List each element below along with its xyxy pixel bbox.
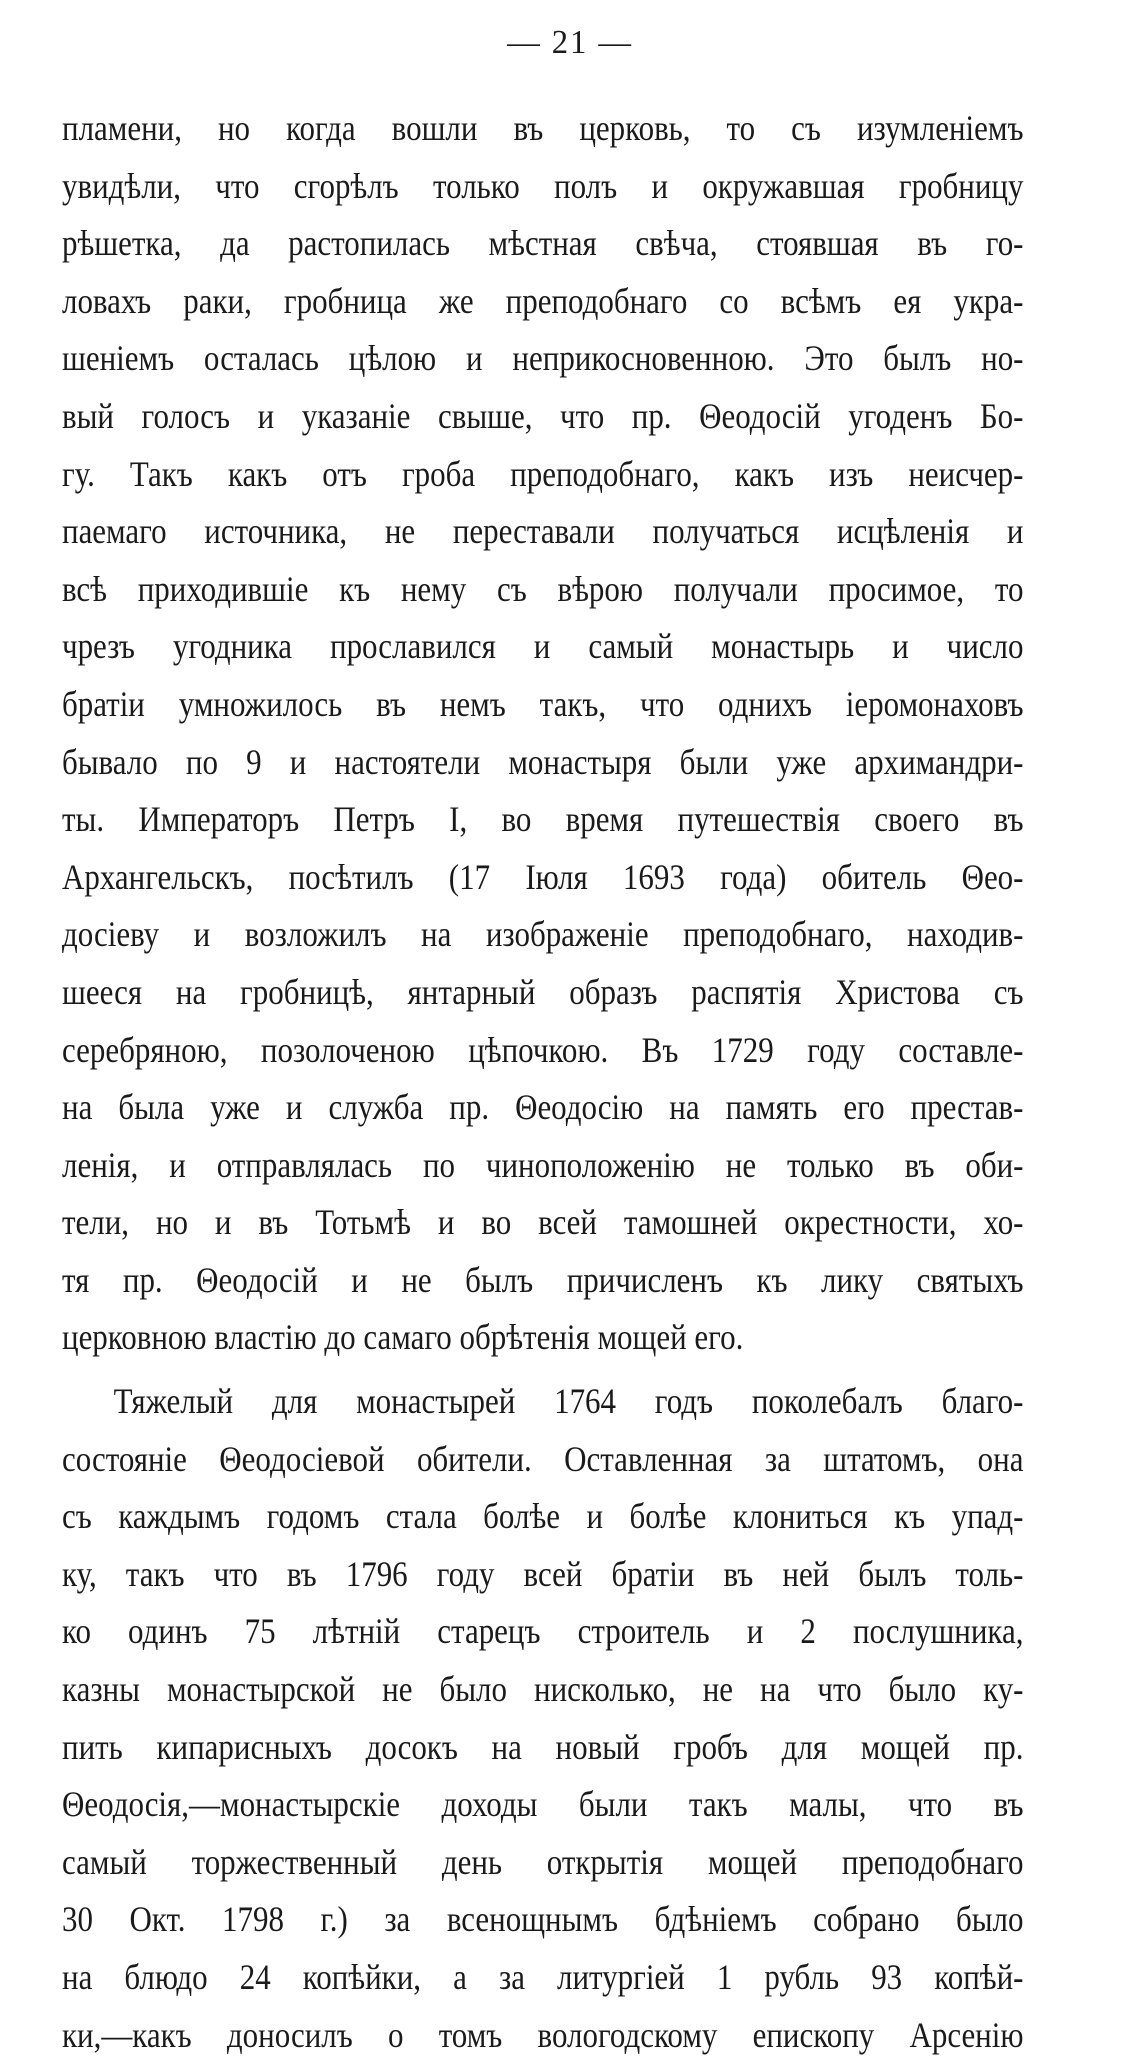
text-line: паемаго источника, не переставали получаться исцѣленія и xyxy=(62,511,1024,552)
paragraph xyxy=(62,100,1024,1367)
text-line: на была уже и служба пр. Θеодосію на память его престав- xyxy=(62,1087,1024,1128)
text-line: ленія, и отправлялась по чиноположенію не только въ оби- xyxy=(62,1144,1024,1185)
text-line: рѣшетка, да растопилась мѣстная свѣча, стоявшая въ го- xyxy=(62,223,1024,264)
text-line: ловахъ раки, гробница же преподобнаго со всѣмъ ея укра- xyxy=(62,280,1024,321)
text-line: гу. Такъ какъ отъ гроба преподобнаго, какъ изъ неисчер- xyxy=(62,453,1024,494)
text-line: на блюдо 24 копѣйки, а за литургіей 1 рубль 93 копѣй- xyxy=(62,1957,1024,1997)
text-line: ты. Императоръ Петръ I, во время путешествія своего въ xyxy=(62,799,1024,840)
text-line: увидѣли, что сгорѣлъ только полъ и окружавшая гробницу xyxy=(62,165,1024,206)
paragraph xyxy=(62,1373,1024,2064)
text-line: Θеодосія,—монастырскіе доходы были такъ малы, что въ xyxy=(62,1784,1024,1825)
text-line: 30 Окт. 1798 г.) за всенощнымъ бдѣніемъ собрано было xyxy=(62,1899,1024,1940)
text-line: бывало по 9 и настоятели монастыря были уже архимандри- xyxy=(62,741,1024,782)
text-line: всѣ приходившіе къ нему съ вѣрою получали просимое, то xyxy=(62,568,1024,609)
text-line: серебряною, позолоченою цѣпочкою. Въ 1729 году составле- xyxy=(62,1029,1024,1070)
text-line: пить кипарисныхъ досокъ на новый гробъ для мощей пр. xyxy=(62,1726,1024,1767)
text-line: ку, такъ что въ 1796 году всей братіи въ ней былъ толь- xyxy=(62,1553,1024,1594)
text-line: шееся на гробницѣ, янтарный образъ распятія Христова съ xyxy=(62,971,1024,1012)
body-text xyxy=(62,100,1024,2064)
text-line: досіеву и возложилъ на изображеніе преподобнаго, находив- xyxy=(62,914,1024,955)
text-line: тя пр. Θеодосій и не былъ причисленъ къ лику святыхъ xyxy=(62,1259,1024,1300)
text-line: Архангельскъ, посѣтилъ (17 Іюля 1693 года) обитель Θео- xyxy=(62,856,1024,897)
text-line: шеніемъ осталась цѣлою и неприкосновенною. Это былъ но- xyxy=(62,338,1024,379)
text-line: ки,—какъ доносилъ о томъ вологодскому епископу Арсенію xyxy=(62,2014,1024,2055)
text-line: пламени, но когда вошли въ церковь, то съ изумленіемъ xyxy=(62,108,1024,148)
page-number: — 21 — xyxy=(507,24,633,61)
text-line: вый голосъ и указаніе свыше, что пр. Θеодосій угоденъ Бо- xyxy=(62,395,1024,436)
text-line: съ каждымъ годомъ стала болѣе и болѣе клониться къ упад- xyxy=(62,1496,1024,1537)
text-line: церковною властію до самаго обрѣтенія мощей его. xyxy=(62,1317,744,1358)
text-line: братіи умножилось въ немъ такъ, что однихъ іеромонаховъ xyxy=(62,683,1024,724)
text-line: ко одинъ 75 лѣтній старецъ строитель и 2 послушника, xyxy=(62,1611,1024,1652)
text-line: тели, но и въ Тотьмѣ и во всей тамошней окрестности, хо- xyxy=(62,1202,1024,1243)
text-line: казны монастырской не было нисколько, не на что было ку- xyxy=(62,1669,1024,1710)
text-line: чрезъ угодника прославился и самый монастырь и число xyxy=(62,626,1024,667)
text-line: самый торжественный день открытія мощей преподобнаго xyxy=(62,1841,1024,1882)
text-line: состояніе Θеодосіевой обители. Оставленная за штатомъ, она xyxy=(62,1438,1024,1479)
text-line: Тяжелый для монастырей 1764 годъ поколебалъ благо- xyxy=(113,1381,1024,1422)
